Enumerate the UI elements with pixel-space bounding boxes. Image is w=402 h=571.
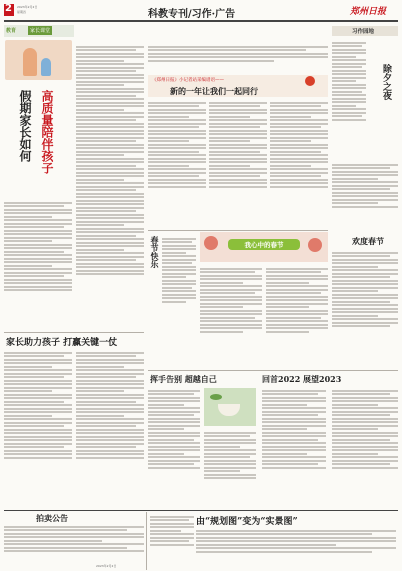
center-mid-narrow-col — [162, 236, 196, 336]
center-top-intro-col — [148, 44, 328, 72]
right-col-2 — [332, 162, 398, 230]
right-col-1 — [332, 40, 366, 160]
center-bottom-col-2 — [204, 430, 256, 506]
headline-quality-companionship: 高质量陪伴孩子 — [40, 90, 54, 174]
headline-review-2022: 回首2022 展望2023 — [262, 374, 342, 384]
center-headline: 新的一年让我们一起同行 — [170, 86, 258, 96]
left-section-rule — [4, 332, 144, 333]
headline-farewell: 挥手告别 超越自己 — [150, 374, 217, 384]
badge-education: 教育 — [6, 28, 17, 34]
auction-date: 2023年2月2日 — [96, 564, 117, 568]
section-title: 科教专刊/习作·广告 — [148, 9, 236, 20]
page-number: 2 — [5, 3, 12, 14]
headline-help-children: 家长助力孩子 打赢关键一仗 — [6, 338, 118, 348]
tea-leaf — [210, 394, 222, 400]
left-article-body-1 — [4, 200, 72, 330]
auction-notice-body — [4, 524, 144, 568]
center-top-col-2 — [209, 100, 267, 228]
left-article-body-3 — [4, 350, 72, 508]
center-top-col-1 — [148, 100, 206, 228]
new-year-eve-title: 除夕之夜 — [381, 64, 391, 100]
family-illustration — [5, 40, 72, 80]
tea-cup — [218, 404, 240, 416]
bottom-article-left-col — [150, 514, 194, 568]
newspaper-logo: 郑州日报 — [350, 7, 387, 17]
essay-garden-title: 习作园地 — [352, 29, 375, 35]
celebrate-spring-title: 欢度春节 — [352, 236, 384, 246]
banner-flower-left — [204, 236, 218, 250]
blueprint-headline: 由“规划图”变为“实景图” — [196, 517, 298, 527]
spring-festival-side-title: 春节快乐 — [150, 236, 160, 268]
issue-day: 星期四 — [17, 10, 27, 14]
center-bottom-col-1 — [148, 388, 200, 506]
badge-family-class: 家长课堂 — [30, 28, 51, 34]
auction-notice-title: 拍卖公告 — [36, 513, 68, 523]
right-col-4 — [332, 388, 398, 506]
issue-date: 2023年2月2日 — [17, 5, 38, 9]
center-kicker: 《郑州日报》小记者站采编谱语—— — [152, 78, 224, 83]
bottom-section-rule — [4, 510, 398, 511]
child-figure — [41, 58, 51, 76]
center-bottom-col-3 — [262, 388, 326, 506]
left-article-body-4 — [76, 350, 144, 508]
lantern-decoration — [305, 76, 315, 86]
center-mid-rule — [148, 230, 328, 231]
parent-figure — [23, 48, 37, 76]
spring-festival-heading: 我心中的春节 — [228, 239, 300, 250]
left-article-body-2 — [76, 44, 144, 330]
center-top-col-3 — [270, 100, 328, 228]
center-mid-col-1 — [200, 266, 262, 366]
bottom-vertical-rule — [146, 512, 147, 570]
center-bottom-rule — [148, 370, 398, 371]
bottom-article-body — [196, 528, 396, 568]
headline-parents-how: 假期家长如何 — [18, 90, 32, 162]
center-mid-col-2 — [266, 266, 328, 366]
tea-photo — [204, 388, 256, 426]
right-col-3 — [332, 250, 398, 366]
banner-flower-right — [308, 238, 322, 252]
header-rule — [4, 20, 398, 22]
